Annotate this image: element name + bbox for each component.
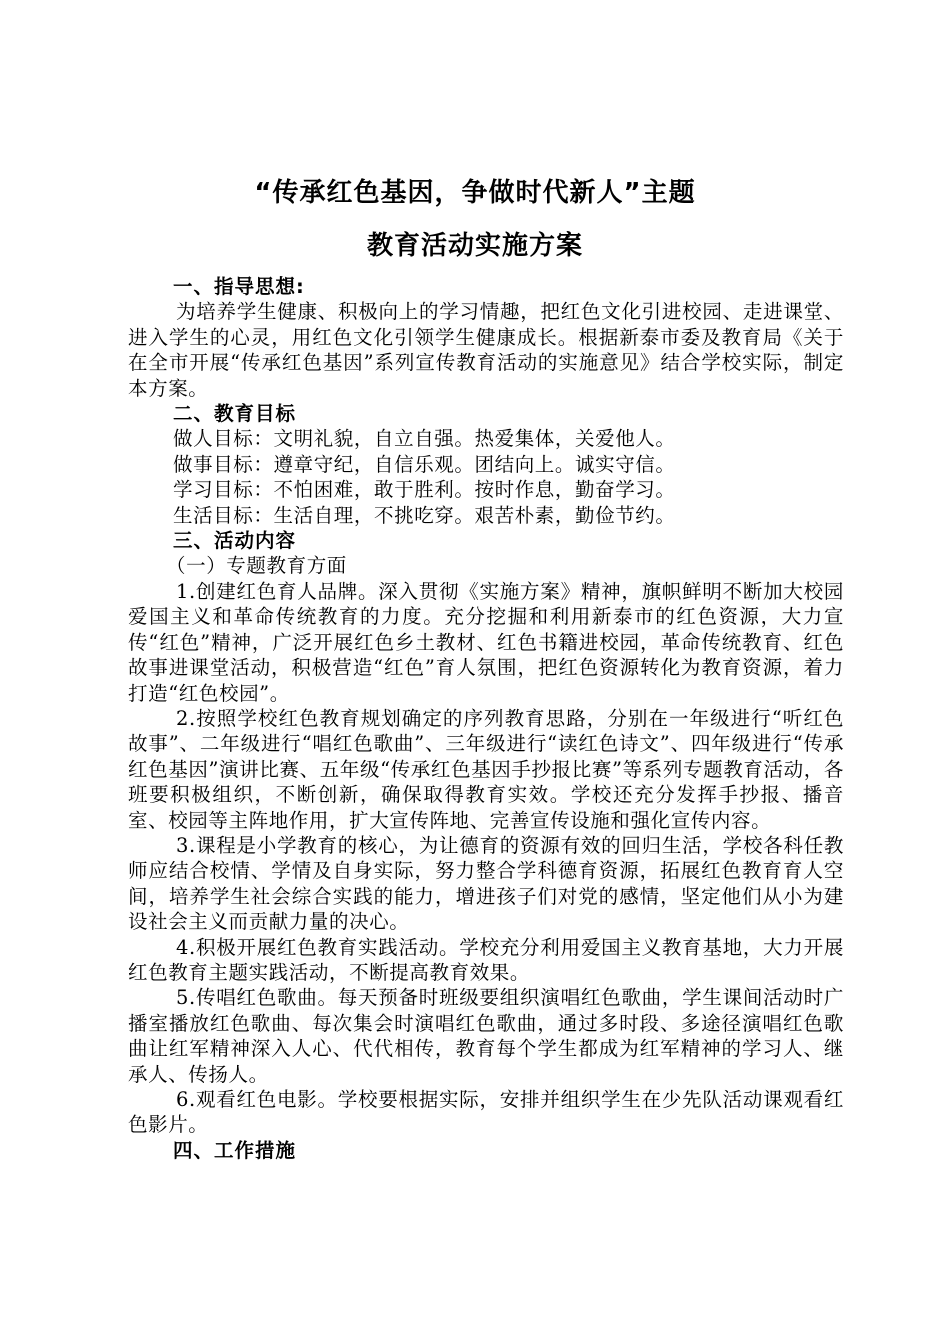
goal-item: 做事目标：遵章守纪，自信乐观。团结向上。诚实守信。 bbox=[173, 452, 676, 476]
activity-item: 1.创建红色育人品牌。深入贯彻《实施方案》精神，旗帜鲜明不断加大校园爱国主义和革命传统教育的力度。充分挖掘和利用新泰市的红色资源，大力宣传“红色”精神，广泛开展红色乡土教材、红色书籍进校园，革命传统教育、红色故事进课堂活动，积极营造“红色”育人氛围，把红色资源转化为教育资源，着力打造“红色校园”。 bbox=[128, 579, 844, 705]
goal-item: 生活目标：生活自理，不挑吃穿。艰苦朴素，勤俭节约。 bbox=[173, 503, 676, 527]
subsection-heading: （一）专题教育方面 bbox=[166, 554, 347, 578]
activity-item: 3.课程是小学教育的核心，为让德育的资源有效的回归生活，学校各科任教师应结合校情、学情及自身实际，努力整合学科德育资源，拓展红色教育育人空间，培养学生社会综合实践的能力，增进孩子们对党的感情，坚定他们从小为建设社会主义而贡献力量的决心。 bbox=[128, 833, 844, 934]
section-heading-guiding-ideology: 一、指导思想: bbox=[173, 275, 305, 298]
goal-item: 学习目标：不怕困难，敢于胜利。按时作息，勤奋学习。 bbox=[173, 478, 676, 502]
goal-item: 做人目标：文明礼貌，自立自强。热爱集体，关爱他人。 bbox=[173, 427, 676, 451]
activity-item: 5.传唱红色歌曲。每天预备时班级要组织演唱红色歌曲，学生课间活动时广播室播放红色歌曲、每次集会时演唱红色歌曲，通过多时段、多途径演唱红色歌曲让红军精神深入人心、代代相传，教育每个学生都成为红军精神的学习人、继承人、传扬人。 bbox=[128, 986, 844, 1086]
activity-item: 4.积极开展红色教育实践活动。学校充分利用爱国主义教育基地，大力开展红色教育主题实践活动，不断提高教育效果。 bbox=[128, 935, 844, 984]
section-heading-activity-content: 三、活动内容 bbox=[173, 529, 297, 553]
document-subtitle: 教育活动实施方案 bbox=[366, 231, 583, 261]
document-body bbox=[128, 274, 844, 1163]
document-title: “传承红色基因，争做时代新人”主题 bbox=[254, 178, 696, 208]
activity-item: 6.观看红色电影。学校要根据实际，安排并组织学生在少先队活动课观看红色影片。 bbox=[128, 1088, 844, 1137]
activity-item: 2.按照学校红色教育规划确定的序列教育思路，分别在一年级进行“听红色故事”、二年级进行“唱红色歌曲”、三年级进行“读红色诗文”、四年级进行“传承红色基因”演讲比赛、五年级“传承红色基因手抄报比赛”等系列专题教育活动，各班要积极组织，不断创新，确保取得教育实效。学校还充分发挥手抄报、播音室、校园等主阵地作用，扩大宣传阵地、完善宣传设施和强化宣传内容。 bbox=[128, 706, 844, 832]
section-heading-work-measures: 四、工作措施 bbox=[173, 1138, 297, 1162]
guiding-ideology-paragraph: 为培养学生健康、积极向上的学习情趣，把红色文化引进校园、走进课堂、进入学生的心灵，用红色文化引领学生健康成长。根据新泰市委及教育局《关于在全市开展“传承红色基因”系列宣传教育活动的实施意见》结合学校实际，制定本方案。 bbox=[128, 300, 844, 400]
section-heading-education-goals: 二、教育目标 bbox=[173, 402, 297, 426]
